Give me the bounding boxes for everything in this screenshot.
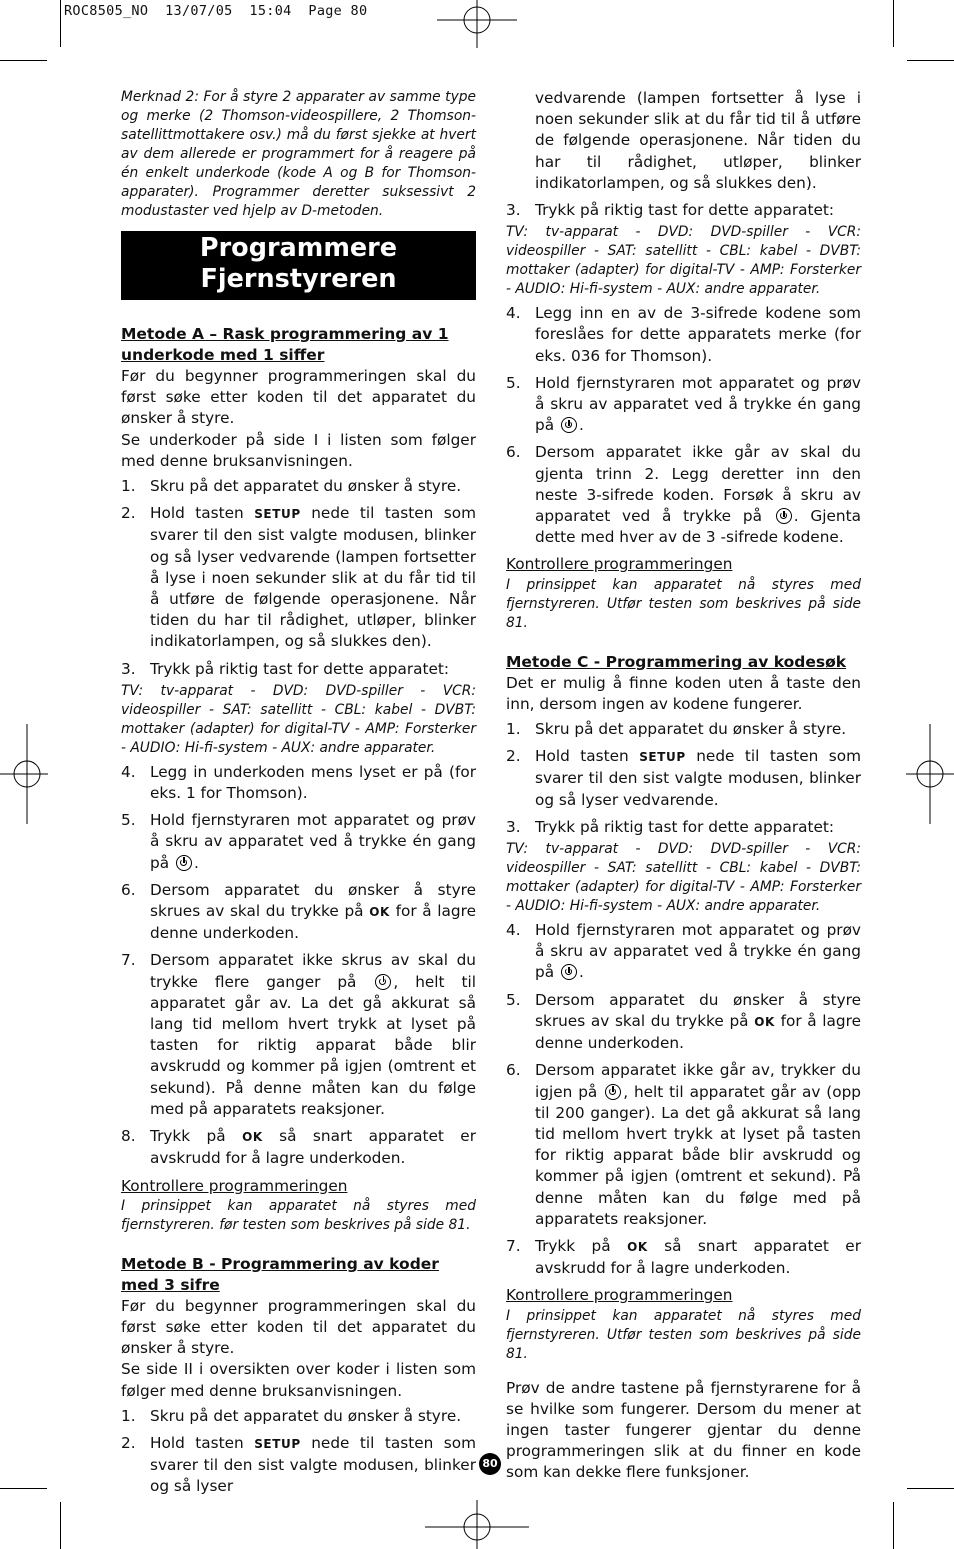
power-icon bbox=[561, 417, 577, 433]
list-item: 3. Trykk på riktig tast for dette apparatet: bbox=[121, 659, 450, 678]
power-icon bbox=[561, 964, 577, 980]
method-c-heading: Metode C - Programmering av kodesøk bbox=[506, 652, 847, 671]
section-title-box bbox=[121, 231, 476, 300]
setup-key-label: SETUP bbox=[254, 507, 301, 522]
list-item: 2. Hold tasten SETUP nede til tasten som svarer til den sist valgte modusen, blinker og så lyser vedvarende. bbox=[506, 747, 861, 809]
list-item: 8. Trykk på OK så snart apparatet er avskrudd for å lagre underkoden. bbox=[121, 1127, 476, 1168]
list-item: 5. Hold fjernstyraren mot apparatet og prøv å skru av apparatet ved å trykke én gang på . bbox=[506, 373, 861, 435]
list-item: 3. Trykk på riktig tast for dette apparatet: bbox=[506, 201, 835, 220]
list-item: 2. Hold tasten SETUP nede til tasten som svarer til den sist valgte modusen, blinker og så lyser bbox=[121, 1433, 476, 1496]
method-b-steps bbox=[121, 1406, 476, 1498]
ok-key-label: OK bbox=[242, 1130, 263, 1145]
registration-mark-left bbox=[0, 724, 48, 824]
list-item: 7. Dersom apparatet ikke skrus av skal du trykke flere ganger på , helt til apparatet går av. La det gå akkurat så lang tid mellom hvert trykk at lyset på tasten for riktig apparat både blir avskrudd og kommer på igjen (omtrent et sekund). På denne måten kan du følge med på apparatets reaksjoner. bbox=[121, 951, 476, 1118]
method-b-intro-1: Før du begynner programmeringen skal du først søke etter koden til det apparatet du ønsker å styre. bbox=[121, 1296, 476, 1358]
method-c-steps-cont bbox=[506, 920, 861, 1279]
list-item: 4. Legg inn en av de 3-sifrede kodene som foreslåes for dette apparatets merke (for eks. 036 for Thomson). bbox=[506, 304, 861, 365]
device-list: TV: tv-apparat - DVD: DVD-spiller - VCR: videospiller - SAT: satellitt - CBL: kabel - DVBT: mottaker (adapter) for digital-TV - AMP: Forsterker - AUDIO: Hi-fi-system - AUX: andre apparater. bbox=[506, 841, 861, 915]
power-icon bbox=[605, 1084, 621, 1100]
method-a-heading: Metode A – Rask programmering av 1 underkode med 1 siffer bbox=[121, 325, 449, 364]
method-b-check-heading: Kontrollere programmeringen bbox=[506, 555, 733, 574]
method-c-check-text: I prinsippet kan apparatet nå styres med fjernstyreren. Utfør testen som beskrives på side 81. bbox=[506, 1307, 861, 1362]
method-a-check-text: I prinsippet kan apparatet nå styres med fjernstyreren. før testen som beskrives på side 81. bbox=[121, 1197, 476, 1233]
power-icon bbox=[176, 855, 192, 871]
list-item: 4. Legg in underkoden mens lyset er på (for eks. 1 for Thomson). bbox=[121, 762, 476, 803]
crop-mark-bottom-left-v bbox=[60, 1502, 61, 1549]
setup-key-label: SETUP bbox=[254, 1436, 301, 1451]
note-2: Merknad 2: For å styre 2 apparater av samme type og merke (2 Thomson-videospillere, 2 Thomson-satellittmottakere osv.) må du først sjekke at hvert av dem allerede er programmert for å reagere på én enkelt underkode (kode A og B for Thomson-apparater). Programmer deretter suksessivt 2 modustaster ved hjelp av D-metoden. bbox=[121, 89, 476, 219]
method-c-steps bbox=[506, 719, 861, 838]
crop-mark-top-left-v bbox=[60, 0, 61, 47]
registration-mark-bottom bbox=[425, 1500, 529, 1549]
right-column bbox=[506, 88, 861, 1484]
crop-mark-top-right-v bbox=[893, 0, 894, 47]
list-item: 1. Skru på det apparatet du ønsker å styre. bbox=[506, 720, 847, 739]
list-item: 4. Hold fjernstyraren mot apparatet og prøv å skru av apparatet ved å trykke én gang på . bbox=[506, 921, 861, 982]
method-b-steps-cont-2 bbox=[506, 303, 861, 548]
left-column bbox=[121, 88, 476, 1504]
title-line-2: Fjernstyreren bbox=[200, 264, 397, 294]
list-item: 2. Hold tasten SETUP nede til tasten som svarer til den sist valgte modusen, blinker og så lyser vedvarende (lampen fortsetter å lyse i noen sekunder slik at du får tid til å utføre de følgende operasjonene. Når tiden du har til rådighet, utløper, blinker indikatorlampen, og så slukkes den). bbox=[121, 504, 476, 651]
crop-mark-bottom-left-h bbox=[0, 1488, 47, 1489]
method-b-heading: Metode B - Programmering av koder med 3 sifre bbox=[121, 1254, 439, 1294]
method-a-check-heading: Kontrollere programmeringen bbox=[121, 1176, 348, 1195]
method-c-intro: Det er mulig å finne koden uten å taste den inn, dersom ingen av kodene fungerer. bbox=[506, 673, 861, 713]
method-a-steps-cont bbox=[121, 762, 476, 1170]
method-b-intro-2: Se side II i oversikten over koder i listen som følger med denne bruksanvisningen. bbox=[121, 1360, 476, 1400]
ok-key-label: OK bbox=[369, 905, 390, 920]
list-item: 3. Trykk på riktig tast for dette apparatet: bbox=[506, 817, 835, 836]
method-c-check-heading: Kontrollere programmeringen bbox=[506, 1286, 733, 1305]
power-icon bbox=[776, 508, 792, 524]
registration-mark-right bbox=[906, 724, 954, 824]
setup-key-label: SETUP bbox=[639, 750, 686, 765]
ok-key-label: OK bbox=[754, 1014, 775, 1029]
print-slug: ROC8505_NO 13/07/05 15:04 Page 80 bbox=[64, 3, 368, 19]
crop-mark-bottom-right-h bbox=[907, 1488, 954, 1489]
device-list: TV: tv-apparat - DVD: DVD-spiller - VCR: videospiller - SAT: satellitt - CBL: kabel - DVBT: mottaker (adapter) for digital-TV - AMP: Forsterker - AUDIO: Hi-fi-system - AUX: andre apparater. bbox=[506, 224, 861, 298]
closing-paragraph: Prøv de andre tastene på fjernstyrarene for å se hvilke som fungerer. Dersom du mener at ingen taster fungerer gjentar du denne programmeringen slik at du finner en kode som kan dekke flere funksjoner. bbox=[506, 1378, 861, 1482]
list-item: 6. Dersom apparatet du ønsker å styre skrues av skal du trykke på OK for å lagre denne underkoden. bbox=[121, 880, 476, 943]
title-line-1: Programmere bbox=[199, 233, 398, 263]
ok-key-label: OK bbox=[627, 1239, 648, 1254]
method-a-intro-1: Før du begynner programmeringen skal du først søke etter koden til det apparatet du ønsker å styre. bbox=[121, 367, 476, 428]
list-item: 6. Dersom apparatet ikke går av skal du gjenta trinn 2. Legg deretter inn den neste 3-sifrede koden. Forsøk å skru av apparatet ved å trykke på . Gjenta dette med hver av de 3 -sifrede kodene. bbox=[506, 443, 862, 547]
list-item: 1. Skru på det apparatet du ønsker å styre. bbox=[121, 477, 462, 496]
list-item: 1. Skru på det apparatet du ønsker å styre. bbox=[121, 1406, 462, 1425]
method-a-intro-2: Se underkoder på side I i listen som følger med denne bruksanvisningen. bbox=[121, 430, 476, 470]
list-item: 6. Dersom apparatet ikke går av, trykker du igjen på , helt til apparatet går av (opp til 200 ganger). La det gå akkurat så lang tid mellom hvert trykk at lyset på tasten for riktig apparat både blir avskrudd og kommer på igjen (omtrent et sekund). På denne måten kan du følge med på apparatets reaksjoner. bbox=[506, 1061, 862, 1228]
list-item: 5. Hold fjernstyraren mot apparatet og prøv å skru av apparatet ved å trykke én gang på . bbox=[121, 811, 476, 872]
crop-mark-top-left-h bbox=[0, 60, 47, 61]
crop-mark-top-right-h bbox=[907, 60, 954, 61]
device-list: TV: tv-apparat - DVD: DVD-spiller - VCR: videospiller - SAT: satellitt - CBL: kabel - DVBT: mottaker (adapter) for digital-TV - AMP: Forsterker - AUDIO: Hi-fi-system - AUX: andre apparater. bbox=[121, 682, 476, 756]
list-item: 5. Dersom apparatet du ønsker å styre skrues av skal du trykke på OK for å lagre denne underkoden. bbox=[506, 990, 861, 1053]
page-number-badge: 80 bbox=[479, 1453, 501, 1475]
method-b-check-text: I prinsippet kan apparatet nå styres med fjernstyreren. Utfør testen som beskrives på side 81. bbox=[506, 576, 861, 631]
list-item: 7. Trykk på OK så snart apparatet er avskrudd for å lagre underkoden. bbox=[506, 1236, 861, 1278]
registration-mark-top bbox=[437, 0, 517, 48]
method-b-step2-continued: vedvarende (lampen fortsetter å lyse i noen sekunder slik at du får tid til å utføre de følgende operasjonene. Når tiden du har til rådighet, utløper, blinker indikatorlampen, og så slukkes den). bbox=[535, 89, 861, 192]
method-b-steps-cont bbox=[506, 200, 861, 221]
power-icon bbox=[375, 974, 391, 990]
method-a-steps bbox=[121, 476, 476, 680]
crop-mark-bottom-right-v bbox=[893, 1502, 894, 1549]
